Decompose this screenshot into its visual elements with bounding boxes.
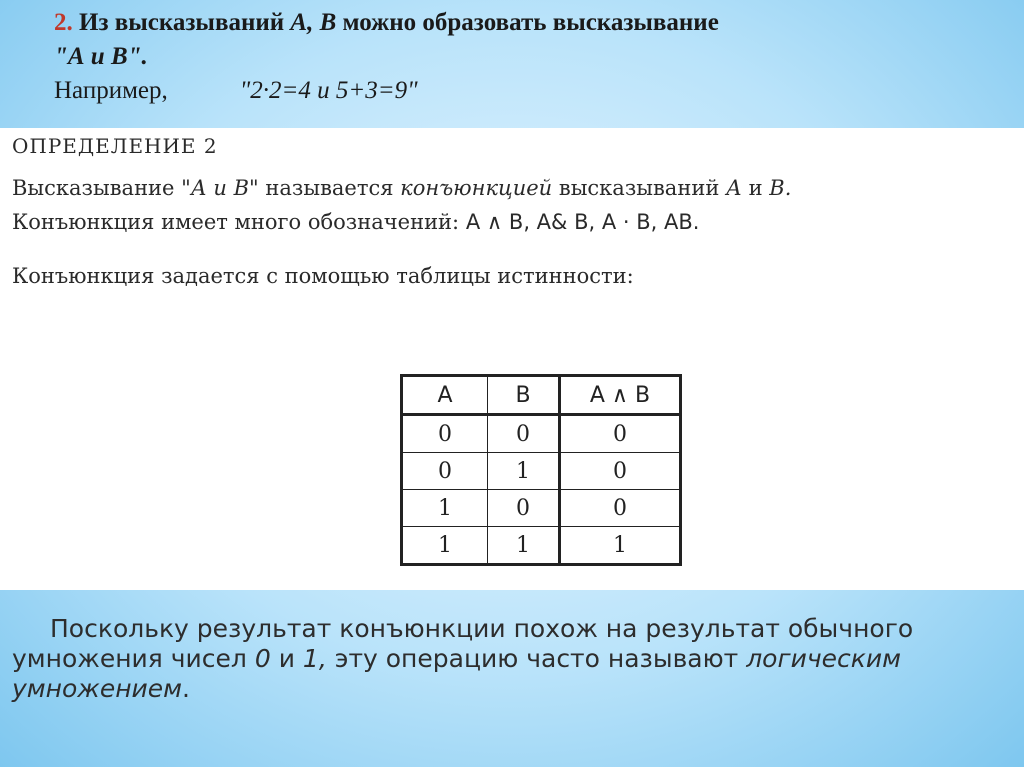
example-line xyxy=(54,74,984,108)
def1-end: высказываний xyxy=(558,176,720,200)
definition-heading: ОПРЕДЕЛЕНИЕ 2 xyxy=(12,134,218,158)
def2-notations: A ∧ B, A& B, A · B, AB. xyxy=(465,210,700,234)
table-cell: 0 xyxy=(560,415,681,453)
table-row xyxy=(402,415,681,453)
conclusion-term: логическим умножением xyxy=(12,644,901,703)
table-cell: 1 xyxy=(488,453,560,490)
header-tail: можно образовать высказывание xyxy=(342,9,719,36)
example-label: Например, xyxy=(54,77,168,104)
conclusion-part-1: Поскольку результат конъюнкции похож на результат обычного умножения чисел xyxy=(12,614,914,673)
table-cell: 0 xyxy=(402,453,488,490)
table-row xyxy=(402,490,681,527)
definition-line-2 xyxy=(12,210,699,234)
conclusion-one: 1, xyxy=(302,644,327,673)
def1-b: В. xyxy=(769,176,792,200)
def1-mid: называется xyxy=(265,176,394,200)
table-cell: 0 xyxy=(488,415,560,453)
truth-table-header-row xyxy=(402,376,681,415)
def1-term: конъюнкцией xyxy=(400,176,553,200)
example-value: "2·2=4 и 5+3=9" xyxy=(239,77,418,104)
table-cell: 1 xyxy=(402,490,488,527)
table-cell: 0 xyxy=(560,490,681,527)
def1-start: Высказывание xyxy=(12,176,175,200)
table-cell: 0 xyxy=(560,453,681,490)
item-number: 2. xyxy=(54,9,73,36)
def2-start: Конъюнкция имеет много обозначений: xyxy=(12,210,460,234)
definition-line-3: Конъюнкция задается с помощью таблицы истинности: xyxy=(12,264,634,288)
table-cell: 1 xyxy=(402,527,488,565)
table-cell: 0 xyxy=(488,490,560,527)
conclusion-part-2: эту операцию часто называют xyxy=(334,644,739,673)
conclusion-end: . xyxy=(182,674,190,703)
definition-panel xyxy=(0,128,1024,590)
var-b: В xyxy=(319,9,337,36)
header-cell-a: A xyxy=(402,376,488,415)
var-a: А, xyxy=(290,9,314,36)
table-row xyxy=(402,453,681,490)
def1-and: и xyxy=(748,176,763,200)
header-text: Из высказываний xyxy=(79,9,285,36)
table-cell: 1 xyxy=(488,527,560,565)
header-cell-a-and-b: A ∧ B xyxy=(560,376,681,415)
conclusion-zero: 0 xyxy=(254,644,271,673)
definition-line-1 xyxy=(12,176,791,200)
conclusion-and: и xyxy=(278,644,295,673)
header-line-1 xyxy=(54,6,984,40)
conclusion-paragraph xyxy=(12,614,1012,704)
slide-header xyxy=(54,6,984,108)
def1-a: А xyxy=(726,176,742,200)
header-line-2: "А и В". xyxy=(54,43,148,70)
table-cell: 0 xyxy=(402,415,488,453)
truth-table xyxy=(400,374,682,566)
def1-quote: "А и В" xyxy=(181,176,259,200)
table-cell: 1 xyxy=(560,527,681,565)
header-cell-b: B xyxy=(488,376,560,415)
table-row xyxy=(402,527,681,565)
